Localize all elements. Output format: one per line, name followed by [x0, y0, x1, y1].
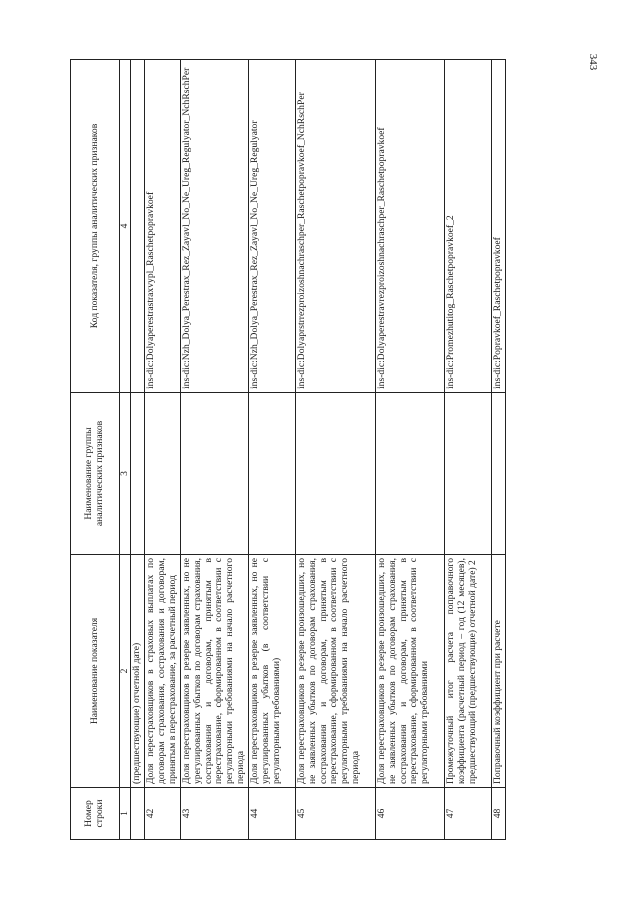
indicator-code: ins-dic:Promezhutitog_Raschetpopravkoef_2	[445, 60, 492, 393]
indicator-name: Доля перестраховщиков в резерве произошедших, но не заявленных убытков по договорам страхования, сострахования и договорам, принятым в перестрахование, сформированном в соответствии с регуляторными требованиями на начало расчетного периода	[296, 555, 376, 788]
indicator-name: Доля перестраховщиков в страховых выплатах по договорам страхования, сострахования и договорам, принятым в перестрахование, за расчетный период	[145, 555, 181, 788]
header-code: Код показателя, группы аналитических признаков	[71, 60, 120, 393]
indicator-name: (предшествующие) отчетной дате)	[131, 555, 145, 788]
column-number: 3	[120, 393, 131, 555]
indicators-table	[70, 59, 506, 840]
row-number: 45	[296, 788, 376, 840]
row-number: 46	[376, 788, 445, 840]
indicator-name: Промежуточный итог расчета поправочного коэффициента (расчетный период – год (12 месяцев), предшествующий (предшествующие) отчетной дате) 2	[445, 555, 492, 788]
table-row	[445, 60, 492, 840]
table-row	[296, 60, 376, 840]
table-row	[492, 60, 506, 840]
table-row	[376, 60, 445, 840]
table-row	[249, 60, 296, 840]
column-number: 4	[120, 60, 131, 393]
header-group-name: Наименование группы аналитических признаков	[71, 393, 120, 555]
indicator-code: ins-dic:Dolyaprstrrezproizoshnachraschper_Raschetpopravkoef_NchRschPer	[296, 60, 376, 393]
column-number: 2	[120, 555, 131, 788]
table-row	[145, 60, 181, 840]
indicator-code	[131, 60, 145, 393]
group-name	[445, 393, 492, 555]
row-number: 48	[492, 788, 506, 840]
indicator-code: ins-dic:Nzh_Dolya_Perestrax_Rez_Zayavl_No_Ne_Ureg_Regulyator_NchRschPer	[181, 60, 249, 393]
indicator-code: ins-dic:Popravkoef_Raschetpopravkoef	[492, 60, 506, 393]
indicator-name: Доля перестраховщиков в резерве заявленных, но не урегулированных убытков (в соответствии с регуляторными требованиями)	[249, 555, 296, 788]
row-number	[131, 788, 145, 840]
group-name	[145, 393, 181, 555]
table-header-row	[71, 60, 120, 840]
row-number: 44	[249, 788, 296, 840]
group-name	[181, 393, 249, 555]
indicator-name: Доля перестраховщиков в резерве заявленных, но не урегулированных убытков по договорам страхования, сострахования и договорам, принятым в перестрахование, сформированном в соответствии с регуляторными требованиями на начало расчетного периода	[181, 555, 249, 788]
indicator-name: Поправочный коэффициент при расчете	[492, 555, 506, 788]
header-indicator-name: Наименование показателя	[71, 555, 120, 788]
row-number: 47	[445, 788, 492, 840]
group-name	[296, 393, 376, 555]
table-row	[131, 60, 145, 840]
row-number: 43	[181, 788, 249, 840]
column-numbers-row	[120, 60, 131, 840]
indicator-name: Доля перестраховщиков в резерве произошедших, но не заявленных убытков по договорам страхования, сострахования и договорам, принятым в перестрахование, сформированном в соответствии с регуляторными требованиями	[376, 555, 445, 788]
table-row	[181, 60, 249, 840]
group-name	[492, 393, 506, 555]
column-number: 1	[120, 788, 131, 840]
group-name	[376, 393, 445, 555]
indicator-code: ins-dic:Nzh_Dolya_Perestrax_Rez_Zayavl_No_Ne_Ureg_Regulyator	[249, 60, 296, 393]
group-name	[131, 393, 145, 555]
group-name	[249, 393, 296, 555]
row-number: 42	[145, 788, 181, 840]
page-number: 343	[587, 53, 599, 71]
indicator-code: ins-dic:Dolyaperestravrezproizoshnachraschper_Raschetpopravkoef	[376, 60, 445, 393]
rotated-page-content	[70, 60, 606, 840]
header-row-number: Номер строки	[71, 788, 120, 840]
indicator-code: ins-dic:Dolyaperestrastraxvypl_Raschetpopravkoef	[145, 60, 181, 393]
